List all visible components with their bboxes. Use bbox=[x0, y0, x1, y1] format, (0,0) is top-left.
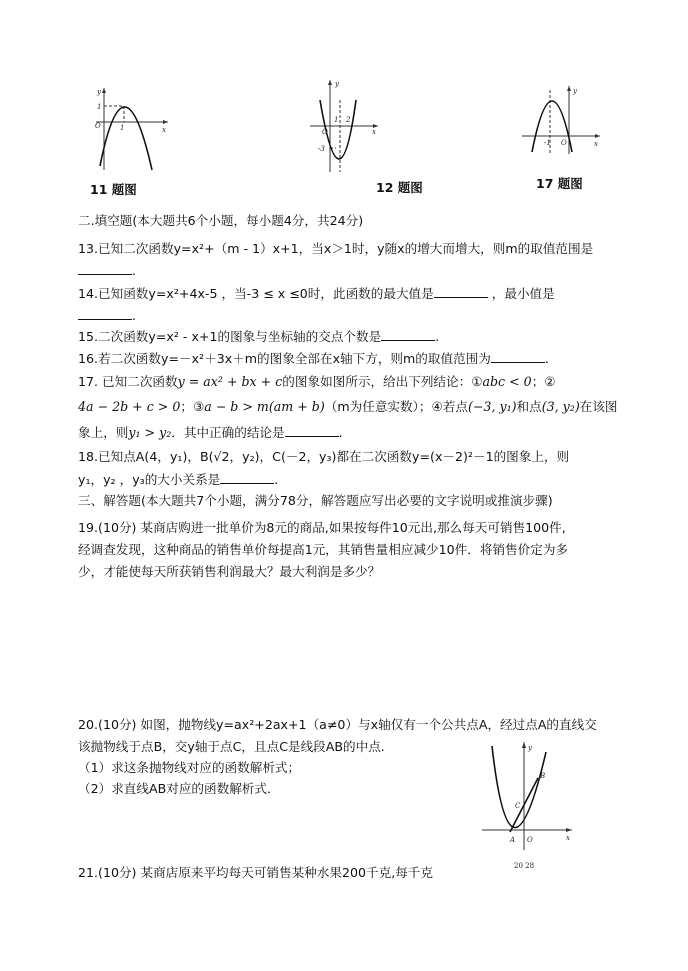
figure-11-graph bbox=[92, 86, 170, 172]
svg-text:O: O bbox=[95, 122, 101, 130]
q16-blank[interactable] bbox=[491, 350, 545, 363]
q13-text: 13.已知二次函数y=x²+（m - 1）x+1，当x＞1时，y随x的增大而增大，则m的取值范围是 bbox=[78, 241, 594, 256]
q19-line3: 少，才能使每天所获销售利润最大？最大利润是多少？ bbox=[78, 564, 381, 579]
section3-heading: 三、解答题(本大题共7个小题，满分78分，解答题应写出必要的文字说明或推演步骤) bbox=[78, 493, 553, 508]
svg-text:A: A bbox=[510, 836, 516, 844]
svg-text:O: O bbox=[561, 139, 567, 147]
svg-text:x: x bbox=[566, 834, 570, 842]
svg-text:C: C bbox=[515, 802, 521, 810]
q17-blank[interactable] bbox=[285, 424, 339, 437]
svg-text:y: y bbox=[335, 80, 339, 88]
q17-line1: 17. 已知二次函数y = ax² + bx + c的图象如图所示，给出下列结论：①abc < 0；② bbox=[78, 374, 556, 389]
svg-text:x: x bbox=[162, 126, 166, 134]
q18-blank[interactable] bbox=[220, 471, 274, 484]
q18-line2: y₁，y₂ ，y₃的大小关系是 . bbox=[78, 472, 279, 487]
q15-blank[interactable] bbox=[381, 328, 435, 341]
svg-text:2: 2 bbox=[346, 116, 351, 124]
svg-text:y: y bbox=[97, 88, 101, 96]
q17-line2: 4a − 2b + c > 0；③a − b > m(am + b)（m为任意实数）；④若点(−3, y₁)和点(3, y₂)在该图 bbox=[78, 399, 618, 414]
figure-11-caption: 11 题图 bbox=[90, 182, 137, 197]
q19-line1: 19.(10分) 某商店购进一批单价为8元的商品,如果按每件10元出,那么每天可销售100件, bbox=[78, 520, 566, 535]
figure-17-graph bbox=[520, 84, 602, 156]
svg-text:-1: -1 bbox=[544, 139, 551, 147]
q18-line1: 18.已知点A(4，y₁)，B(√2，y₂)，C(－2，y₃)都在二次函数y=(x－2)²－1的图象上，则 bbox=[78, 449, 570, 464]
svg-text:y: y bbox=[528, 744, 532, 752]
svg-text:x: x bbox=[372, 128, 376, 136]
q13-blank[interactable] bbox=[78, 262, 132, 275]
q14-text: 14.已知函数y=x²+4x-5 ，当-3 ≤ x ≤0时，此函数的最大值是 ，最小值是 bbox=[78, 286, 555, 301]
q14-min-blank[interactable] bbox=[78, 307, 132, 320]
svg-text:1: 1 bbox=[334, 116, 339, 124]
svg-text:x: x bbox=[594, 140, 598, 148]
q15-text: 15.二次函数y=x² - x+1的图象与坐标轴的交点个数是 . bbox=[78, 329, 440, 344]
figure-20-graph bbox=[480, 740, 576, 872]
svg-text:O: O bbox=[322, 128, 328, 136]
q17-line3: 象上，则y₁ > y₂．其中正确的结论是 . bbox=[78, 425, 343, 440]
figure-12-caption: 12 题图 bbox=[376, 180, 423, 195]
svg-text:y: y bbox=[573, 87, 577, 95]
q19-line2: 经调查发现，这种商品的销售单价每提高1元，其销售量相应减少10件．将销售价定为多 bbox=[78, 542, 569, 557]
q20-line1: 20.(10分) 如图，抛物线y=ax²+2ax+1（a≠0）与x轴仅有一个公共点A，经过点A的直线交 bbox=[78, 717, 597, 732]
svg-text:-3: -3 bbox=[318, 145, 325, 153]
figure-17-caption: 17 题图 bbox=[536, 176, 583, 191]
figure-12-graph bbox=[308, 78, 380, 174]
q20-line4: （2）求直线AB对应的函数解析式． bbox=[78, 781, 280, 796]
svg-text:20 28: 20 28 bbox=[514, 862, 535, 870]
svg-text:1: 1 bbox=[97, 103, 102, 111]
svg-text:1: 1 bbox=[120, 124, 125, 132]
q13-answer-line: . bbox=[78, 262, 136, 280]
q20-line3: （1）求这条抛物线对应的函数解析式； bbox=[78, 760, 301, 775]
q16-text: 16.若二次函数y=－x²＋3x＋m的图象全部在x轴下方，则m的取值范围为 . bbox=[78, 351, 549, 366]
svg-text:O: O bbox=[527, 836, 533, 844]
parabola-curve bbox=[100, 107, 152, 170]
section2-heading: 二.填空题(本大题共6个小题，每小题4分，共24分) bbox=[78, 213, 364, 228]
svg-text:B: B bbox=[540, 772, 546, 780]
q14-answer-line: . bbox=[78, 307, 136, 325]
q14-max-blank[interactable] bbox=[434, 285, 488, 298]
q21-line1: 21.(10分) 某商店原来平均每天可销售某种水果200千克,每千克 bbox=[78, 865, 433, 880]
q20-line2: 该抛物线于点B，交y轴于点C，且点C是线段AB的中点. bbox=[78, 739, 385, 754]
